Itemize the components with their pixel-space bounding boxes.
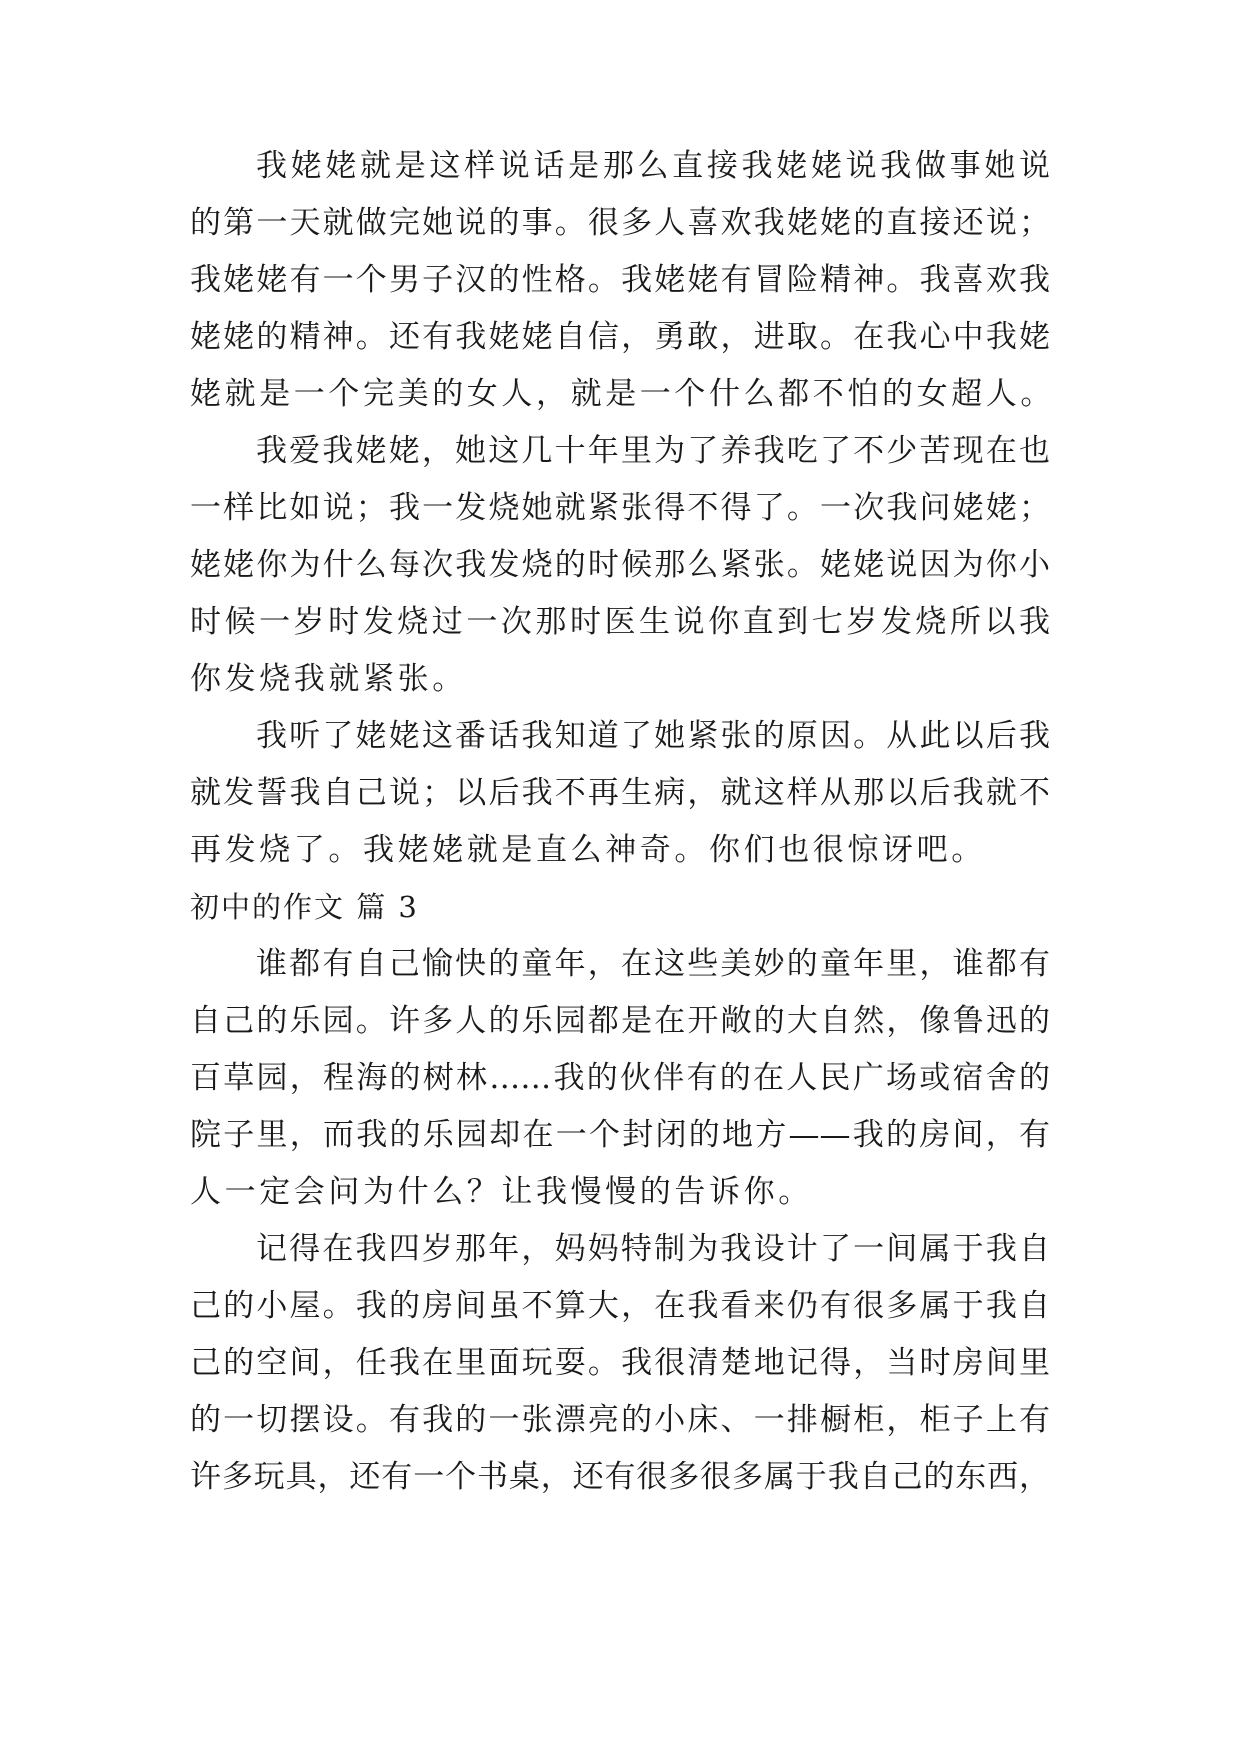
- paragraph-line: 的第一天就做完她说的事。很多人喜欢我姥姥的直接还说；: [190, 205, 1050, 241]
- paragraph-line: 院子里，而我的乐园却在一个封闭的地方——我的房间，有: [190, 1117, 1050, 1153]
- paragraph-line: 再发烧了。我姥姥就是直么神奇。你们也很惊讶吧。: [190, 832, 986, 868]
- paragraph-line: 一样比如说；我一发烧她就紧张得不得了。一次我问姥姥；: [190, 490, 1050, 526]
- paragraph-line: 我姥姥有一个男子汉的性格。我姥姥有冒险精神。我喜欢我: [190, 262, 1050, 298]
- paragraph-line: 姥姥的精神。还有我姥姥自信，勇敢，进取。在我心中我姥: [190, 319, 1050, 355]
- paragraph-line: 谁都有自己愉快的童年，在这些美妙的童年里，谁都有: [256, 946, 1050, 982]
- paragraph-line: 姥姥你为什么每次我发烧的时候那么紧张。姥姥说因为你小: [190, 547, 1050, 583]
- paragraph-line: 就发誓我自己说；以后我不再生病，就这样从那以后我就不: [190, 775, 1050, 811]
- paragraph-line: 自己的乐园。许多人的乐园都是在开敞的大自然，像鲁迅的: [190, 1003, 1050, 1039]
- paragraph-line: 记得在我四岁那年，妈妈特制为我设计了一间属于我自: [256, 1231, 1050, 1267]
- section-heading: 初中的作文 篇 3: [190, 890, 419, 924]
- paragraph-line: 许多玩具，还有一个书桌，还有很多很多属于我自己的东西，: [190, 1459, 1050, 1495]
- paragraph-line: 己的小屋。我的房间虽不算大，在我看来仍有很多属于我自: [190, 1288, 1050, 1324]
- paragraph-line: 我爱我姥姥，她这几十年里为了养我吃了不少苦现在也: [256, 433, 1050, 469]
- paragraph-line: 的一切摆设。有我的一张漂亮的小床、一排橱柜，柜子上有: [190, 1402, 1050, 1438]
- paragraph-line: 时候一岁时发烧过一次那时医生说你直到七岁发烧所以我: [190, 604, 1050, 640]
- paragraph-line: 你发烧我就紧张。: [190, 661, 467, 697]
- paragraph-line: 百草园，程海的树林……我的伙伴有的在人民广场或宿舍的: [190, 1060, 1050, 1096]
- paragraph-line: 我姥姥就是这样说话是那么直接我姥姥说我做事她说: [256, 148, 1050, 184]
- paragraph-line: 我听了姥姥这番话我知道了她紧张的原因。从此以后我: [256, 718, 1050, 754]
- paragraph-line: 人一定会问为什么？让我慢慢的告诉你。: [190, 1174, 813, 1210]
- paragraph-line: 己的空间，任我在里面玩耍。我很清楚地记得，当时房间里: [190, 1345, 1050, 1381]
- paragraph-line: 姥就是一个完美的女人，就是一个什么都不怕的女超人。: [190, 376, 1055, 412]
